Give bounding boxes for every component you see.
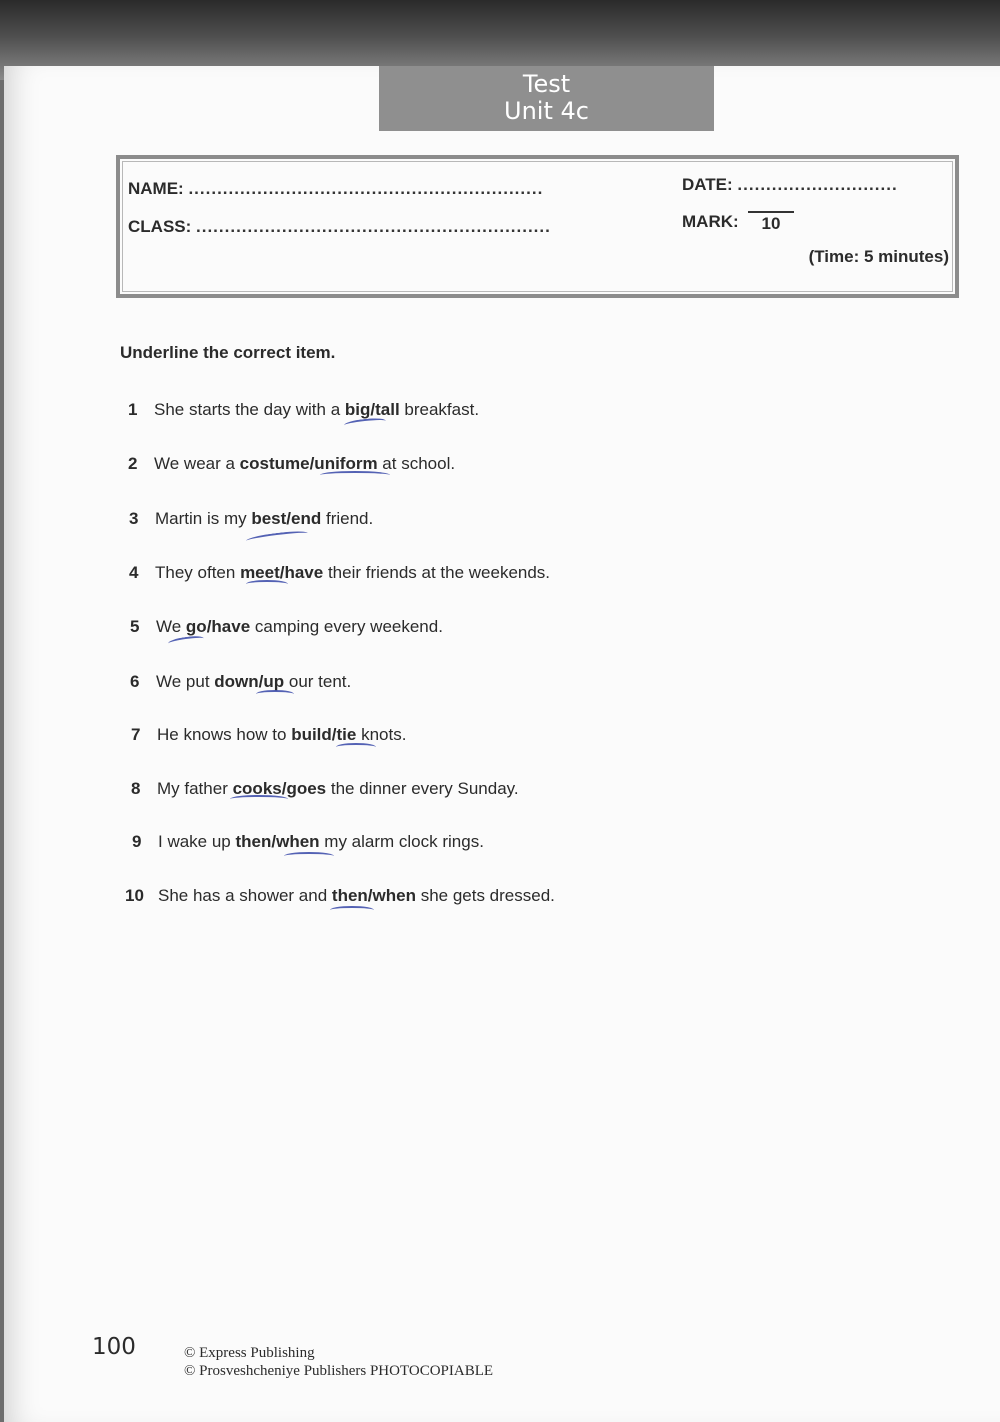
copyright-footer bbox=[184, 1344, 493, 1380]
item-number: 4 bbox=[129, 563, 139, 582]
item-number: 8 bbox=[131, 779, 141, 798]
list-item bbox=[130, 617, 443, 637]
item-number: 2 bbox=[128, 454, 138, 473]
list-item bbox=[132, 832, 484, 852]
item-text-after: knots. bbox=[356, 725, 407, 744]
list-item bbox=[129, 563, 550, 583]
date-dots: ............................ bbox=[737, 175, 898, 194]
pen-underline-mark bbox=[320, 471, 390, 479]
date-label: DATE: bbox=[682, 175, 733, 194]
name-field bbox=[128, 179, 543, 199]
pen-underline-mark bbox=[330, 906, 374, 914]
copyright-line-1: © Express Publishing bbox=[184, 1345, 315, 1361]
item-text-before: We put bbox=[156, 672, 215, 691]
pen-underline-mark bbox=[256, 690, 294, 698]
name-label: NAME: bbox=[128, 179, 184, 198]
class-dots: .............................................................. bbox=[196, 217, 551, 236]
item-choice: costume/uniform bbox=[239, 454, 378, 473]
page-number: 100 bbox=[92, 1334, 136, 1360]
mark-field bbox=[682, 212, 739, 232]
worksheet-page bbox=[4, 66, 1000, 1422]
item-text-after: the dinner every Sunday. bbox=[326, 779, 519, 798]
mark-label: MARK: bbox=[682, 212, 739, 231]
item-number: 7 bbox=[131, 725, 141, 744]
mark-denominator: 10 bbox=[748, 211, 794, 234]
item-choice: then/when bbox=[331, 886, 416, 905]
item-text-after: friend. bbox=[321, 509, 374, 528]
pen-underline-mark bbox=[246, 580, 288, 588]
item-number: 9 bbox=[132, 832, 142, 851]
item-text-before: We bbox=[156, 617, 186, 636]
item-text-before: My father bbox=[157, 779, 233, 798]
item-text-after: breakfast. bbox=[399, 400, 480, 419]
item-choice: build/tie bbox=[291, 725, 357, 744]
time-limit-note: (Time: 5 minutes) bbox=[808, 247, 949, 266]
title-line-2: Unit 4c bbox=[504, 97, 589, 125]
list-item bbox=[131, 725, 406, 745]
pen-underline-mark bbox=[230, 795, 288, 803]
item-number: 3 bbox=[129, 509, 139, 528]
instruction-text: Underline the correct item. bbox=[120, 343, 336, 362]
item-text-after: my alarm clock rings. bbox=[319, 832, 484, 851]
item-number: 10 bbox=[125, 886, 144, 905]
title-banner bbox=[379, 66, 714, 131]
item-number: 1 bbox=[128, 400, 138, 419]
item-text-after: she gets dressed. bbox=[415, 886, 555, 905]
item-text-before: They often bbox=[155, 563, 241, 582]
item-text-after: camping every weekend. bbox=[250, 617, 443, 636]
class-field bbox=[128, 217, 551, 237]
item-choice: best/end bbox=[251, 509, 322, 528]
item-text-before: She has a shower and bbox=[158, 886, 332, 905]
item-text-after: our tent. bbox=[284, 672, 352, 691]
list-item bbox=[131, 779, 519, 799]
item-text-after: at school. bbox=[377, 454, 456, 473]
item-text-after: their friends at the weekends. bbox=[323, 563, 551, 582]
item-text-before: We wear a bbox=[154, 454, 240, 473]
list-item bbox=[129, 509, 373, 529]
list-item bbox=[128, 400, 479, 420]
list-item bbox=[128, 454, 455, 474]
list-item bbox=[130, 672, 351, 692]
copyright-line-2: © Prosveshcheniye Publishers PHOTOCOPIABLE bbox=[184, 1363, 494, 1379]
list-item bbox=[125, 886, 555, 906]
date-field bbox=[682, 175, 898, 195]
item-text-before: I wake up bbox=[158, 832, 236, 851]
item-choice: down/up bbox=[214, 672, 285, 691]
item-text-before: He knows how to bbox=[157, 725, 292, 744]
pen-underline-mark bbox=[246, 529, 309, 544]
name-dots: .............................................................. bbox=[188, 179, 544, 198]
item-text-before: She starts the day with a bbox=[154, 400, 345, 419]
item-choice: go/have bbox=[185, 617, 251, 636]
item-choice: cooks/goes bbox=[232, 779, 327, 798]
item-choice: meet/have bbox=[240, 563, 324, 582]
item-choice: big/tall bbox=[344, 400, 400, 419]
title-line-1: Test bbox=[522, 70, 571, 98]
item-text-before: Martin is my bbox=[155, 509, 252, 528]
item-choice: then/when bbox=[235, 832, 320, 851]
pen-underline-mark bbox=[336, 743, 376, 751]
student-info-box bbox=[116, 155, 959, 298]
item-number: 5 bbox=[130, 617, 140, 636]
item-number: 6 bbox=[130, 672, 140, 691]
class-label: CLASS: bbox=[128, 217, 192, 236]
pen-underline-mark bbox=[284, 852, 334, 860]
